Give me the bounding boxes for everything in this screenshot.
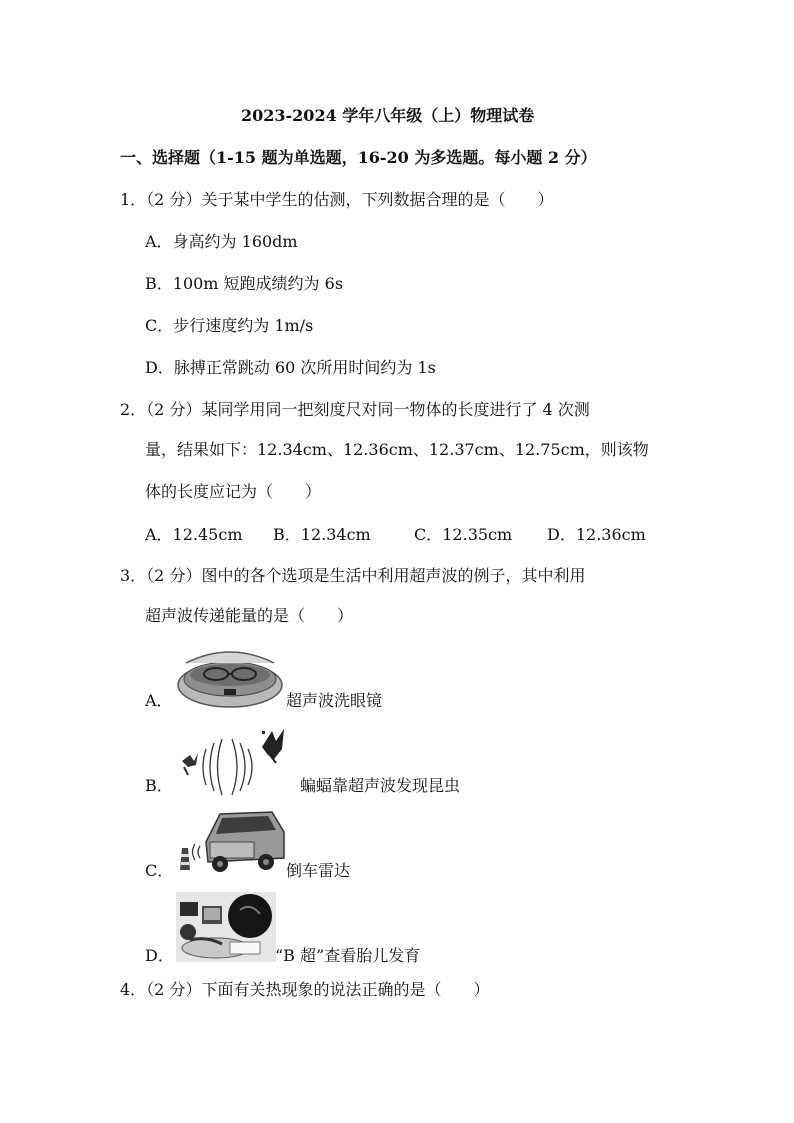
question-3-option-a-letter: A． — [145, 691, 173, 710]
question-3-option-d-caption: “B 超”查看胎儿发育 — [275, 946, 421, 965]
question-2-option-c: C．12.35cm — [414, 525, 513, 544]
question-1-option-b: B．100m 短跑成绩约为 6s — [145, 274, 344, 293]
question-3-option-a-caption: 超声波洗眼镜 — [286, 691, 383, 710]
question-3-option-d-letter: D． — [145, 946, 174, 965]
question-3-option-c-letter: C． — [145, 861, 174, 880]
ultrasonic-cleaner-icon — [176, 645, 284, 709]
question-1-option-a: A．身高约为 160dm — [145, 232, 298, 251]
question-2-stem-line-3: 体的长度应记为（ ） — [145, 482, 322, 501]
question-3-stem-line-2: 超声波传递能量的是（ ） — [145, 606, 354, 625]
car-radar-icon — [176, 808, 288, 878]
question-3-stem-line-1: 3．（2 分）图中的各个选项是生活中利用超声波的例子，其中利用 — [120, 566, 586, 585]
question-2-option-b: B．12.34cm — [273, 525, 371, 544]
question-2-option-d: D．12.36cm — [547, 525, 646, 544]
bat-sonar-icon — [176, 727, 296, 799]
question-2-option-a: A．12.45cm — [145, 525, 243, 544]
question-4-stem: 4．（2 分）下面有关热现象的说法正确的是（ ） — [120, 980, 490, 999]
question-3-option-b-caption: 蝙蝠靠超声波发现昆虫 — [300, 776, 461, 795]
question-3-option-c-caption: 倒车雷达 — [286, 861, 351, 880]
ultrasound-exam-icon — [176, 892, 276, 962]
section-heading: 一、选择题（1-15 题为单选题，16-20 为多选题。每小题 2 分） — [120, 148, 597, 167]
question-1-stem: 1．（2 分）关于某中学生的估测，下列数据合理的是（ ） — [120, 190, 554, 209]
question-2-stem-line-2: 量，结果如下：12.34cm、12.36cm、12.37cm、12.75cm，则该物 — [145, 440, 649, 459]
page-title: 2023-2024 学年八年级（上）物理试卷 — [241, 106, 535, 125]
question-1-option-d: D．脉搏正常跳动 60 次所用时间约为 1s — [145, 358, 436, 377]
question-1-option-c: C．步行速度约为 1m/s — [145, 316, 314, 335]
question-3-option-b-letter: B． — [145, 776, 173, 795]
question-2-stem-line-1: 2．（2 分）某同学用同一把刻度尺对同一物体的长度进行了 4 次测 — [120, 400, 590, 419]
